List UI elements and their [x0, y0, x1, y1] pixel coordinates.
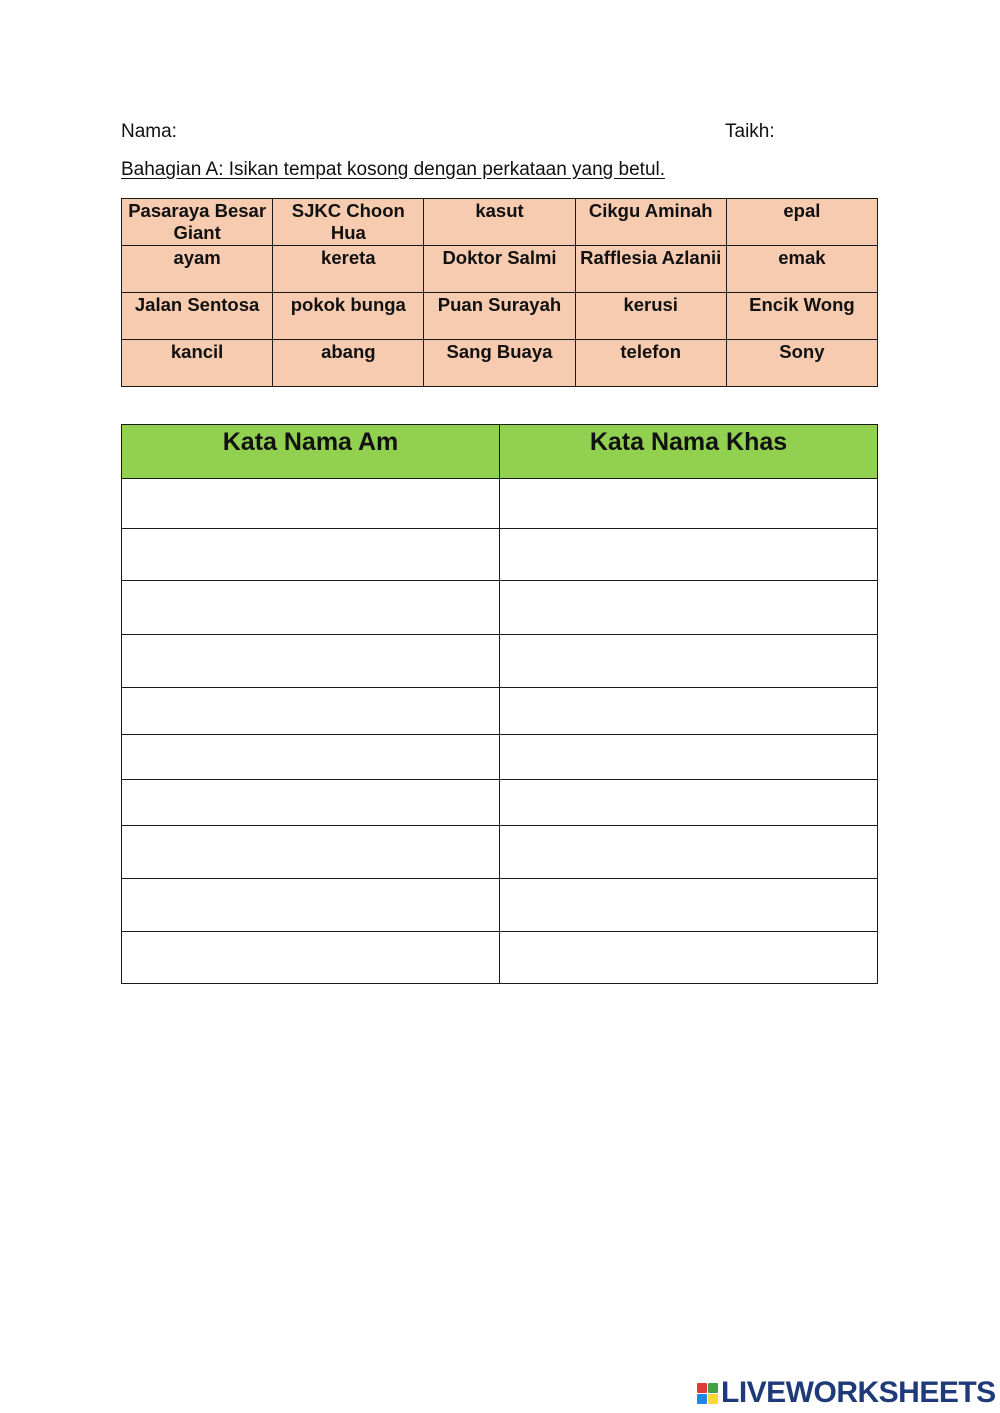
answer-row: [122, 735, 878, 780]
word-bank-table: [121, 198, 878, 387]
word-bank-row: [122, 293, 878, 340]
word-bank-cell[interactable]: kasut: [424, 199, 575, 246]
word-bank-cell[interactable]: Encik Wong: [726, 293, 877, 340]
logo-square-icon: [697, 1383, 707, 1393]
answer-cell-khas[interactable]: [500, 735, 878, 780]
answer-cell-am[interactable]: [122, 780, 500, 826]
answer-cell-am[interactable]: [122, 688, 500, 735]
name-label: Nama:: [121, 121, 177, 142]
answer-cell-khas[interactable]: [500, 529, 878, 581]
answer-row: [122, 688, 878, 735]
logo-square-icon: [697, 1394, 707, 1404]
word-bank-cell[interactable]: Doktor Salmi: [424, 246, 575, 293]
word-bank-cell[interactable]: kereta: [273, 246, 424, 293]
answer-row: [122, 780, 878, 826]
answer-row: [122, 479, 878, 529]
answer-cell-khas[interactable]: [500, 479, 878, 529]
answer-cell-khas[interactable]: [500, 688, 878, 735]
word-bank-row: [122, 199, 878, 246]
answer-cell-am[interactable]: [122, 529, 500, 581]
logo-square-icon: [708, 1394, 718, 1404]
word-bank-cell[interactable]: epal: [726, 199, 877, 246]
answer-cell-am[interactable]: [122, 879, 500, 932]
word-bank-cell[interactable]: Jalan Sentosa: [122, 293, 273, 340]
answer-cell-am[interactable]: [122, 932, 500, 984]
answer-row: [122, 879, 878, 932]
classification-table: [121, 424, 878, 984]
answer-cell-am[interactable]: [122, 635, 500, 688]
answer-cell-am[interactable]: [122, 479, 500, 529]
word-bank-cell[interactable]: Cikgu Aminah: [575, 199, 726, 246]
word-bank-row: [122, 246, 878, 293]
word-bank-cell[interactable]: emak: [726, 246, 877, 293]
answer-cell-khas[interactable]: [500, 581, 878, 635]
answer-row: [122, 581, 878, 635]
word-bank-cell[interactable]: pokok bunga: [273, 293, 424, 340]
answer-cell-khas[interactable]: [500, 879, 878, 932]
date-label: Taikh:: [725, 121, 775, 142]
logo-text: LIVEWORKSHEETS: [721, 1376, 996, 1409]
logo-mark-icon: [697, 1383, 718, 1404]
word-bank-cell[interactable]: ayam: [122, 246, 273, 293]
liveworksheets-logo: [697, 1377, 996, 1409]
answer-row: [122, 635, 878, 688]
word-bank-cell[interactable]: Rafflesia Azlanii: [575, 246, 726, 293]
word-bank-cell[interactable]: abang: [273, 340, 424, 387]
answer-cell-khas[interactable]: [500, 932, 878, 984]
answer-cell-am[interactable]: [122, 826, 500, 879]
classification-header-row: [122, 425, 878, 479]
header-kata-nama-am: Kata Nama Am: [122, 425, 500, 479]
answer-cell-khas[interactable]: [500, 826, 878, 879]
answer-row: [122, 529, 878, 581]
word-bank-cell[interactable]: Sony: [726, 340, 877, 387]
header-kata-nama-khas: Kata Nama Khas: [500, 425, 878, 479]
answer-cell-am[interactable]: [122, 581, 500, 635]
word-bank-cell[interactable]: Puan Surayah: [424, 293, 575, 340]
word-bank-cell[interactable]: telefon: [575, 340, 726, 387]
answer-cell-khas[interactable]: [500, 635, 878, 688]
word-bank-cell[interactable]: Pasaraya Besar Giant: [122, 199, 273, 246]
word-bank-cell[interactable]: kancil: [122, 340, 273, 387]
answer-cell-am[interactable]: [122, 735, 500, 780]
word-bank-cell[interactable]: Sang Buaya: [424, 340, 575, 387]
answer-row: [122, 826, 878, 879]
word-bank-cell[interactable]: kerusi: [575, 293, 726, 340]
answer-row: [122, 932, 878, 984]
answer-cell-khas[interactable]: [500, 780, 878, 826]
instruction-text: Bahagian A: Isikan tempat kosong dengan perkataan yang betul.: [121, 159, 666, 180]
word-bank-row: [122, 340, 878, 387]
logo-square-icon: [708, 1383, 718, 1393]
word-bank-cell[interactable]: SJKC Choon Hua: [273, 199, 424, 246]
